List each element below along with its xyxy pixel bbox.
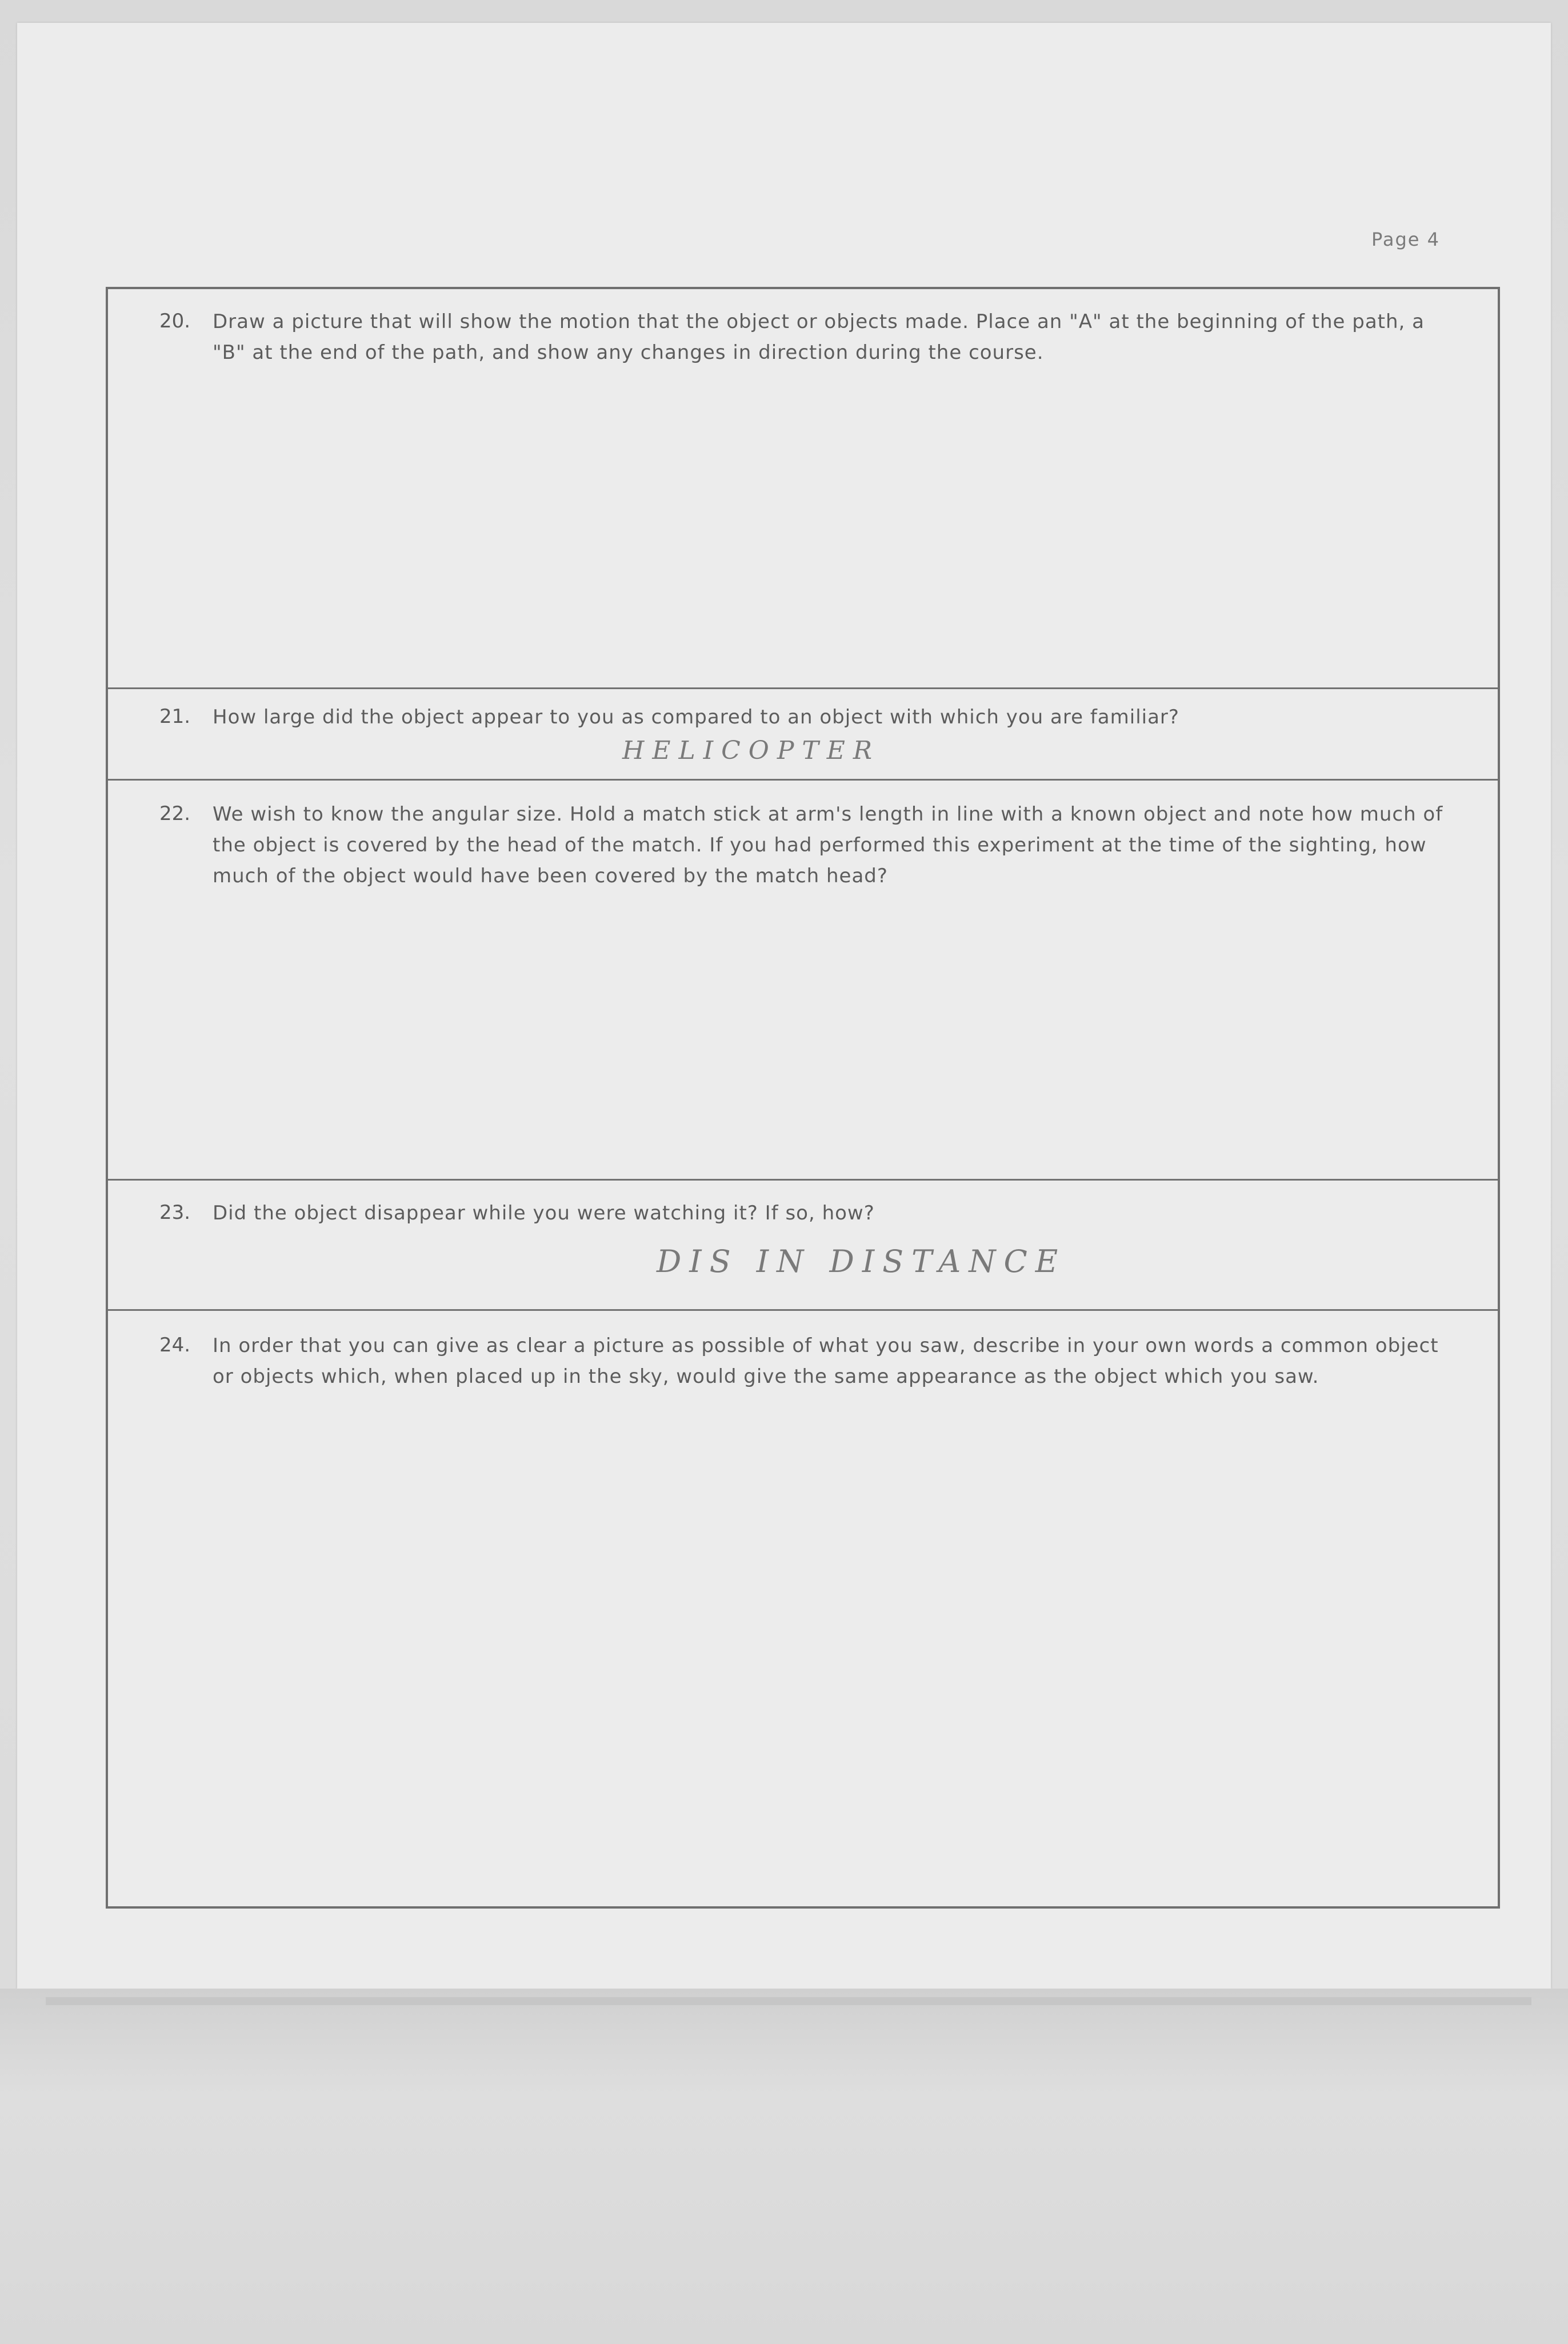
answer-area[interactable] xyxy=(131,918,1475,1167)
drawing-area[interactable] xyxy=(131,381,1475,676)
question-number: 20. xyxy=(159,310,191,333)
page-edge xyxy=(46,1997,1531,2005)
question-text: Did the object disappear while you were watching it? If so, how? xyxy=(213,1202,875,1225)
handwritten-answer: HELICOPTER xyxy=(622,736,881,765)
answer-area[interactable] xyxy=(131,1442,1475,1895)
question-20-section xyxy=(108,289,1498,689)
questionnaire-box xyxy=(106,287,1500,1909)
question-22-section xyxy=(108,781,1498,1181)
question-number: 22. xyxy=(159,802,191,825)
handwritten-answer: DIS IN DISTANCE xyxy=(657,1243,1066,1279)
question-number: 24. xyxy=(159,1334,191,1357)
question-number: 23. xyxy=(159,1201,191,1224)
question-23-section xyxy=(108,1181,1498,1311)
question-text: Draw a picture that will show the motion that the object or objects made. Place an "A" at the beginning of the path, a "B" at the end of the path, and show any changes in direction during the course. xyxy=(213,310,1425,364)
question-text: In order that you can give as clear a picture as possible of what you saw, describe in your own words a common object or objects which, when placed up in the sky, would give the same appearance as the object which you saw. xyxy=(213,1334,1439,1388)
question-text: We wish to know the angular size. Hold a match stick at arm's length in line with a known object and note how much of the object is covered by the head of the match. If you had performed this experiment at the time of the sighting, how much of the object would have been covered by the match head? xyxy=(213,803,1443,887)
scan-margin xyxy=(0,1989,1568,2344)
question-text: How large did the object appear to you as compared to an object with which you are familiar? xyxy=(213,706,1179,729)
page-number: Page 4 xyxy=(1371,229,1440,250)
question-21-section xyxy=(108,689,1498,781)
question-24-section xyxy=(108,1311,1498,1906)
question-number: 21. xyxy=(159,705,191,728)
form-page xyxy=(17,23,1551,1989)
